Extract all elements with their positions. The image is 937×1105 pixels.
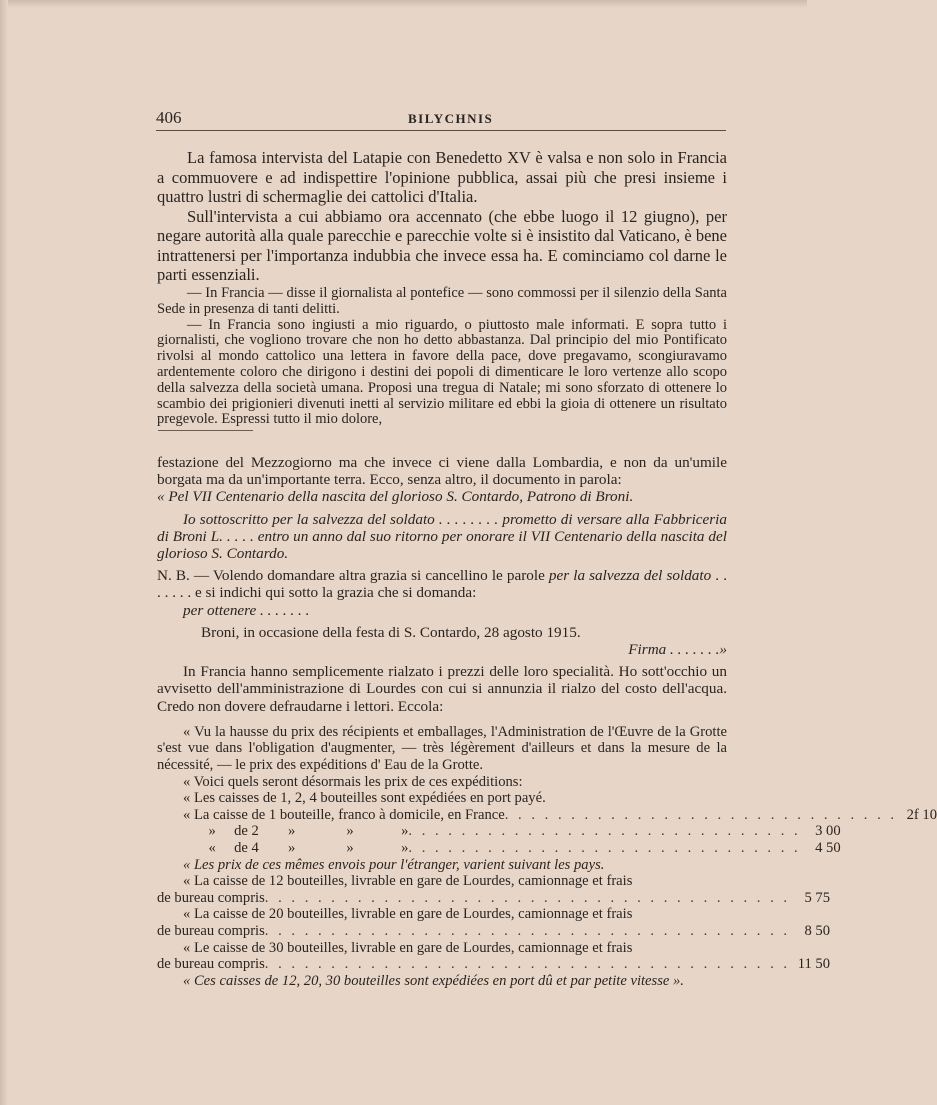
price-label: de bureau compris [157,956,265,973]
price-row [157,956,831,973]
lead-paragraph: festazione del Mezzogiorno ma che invece ci viene dalla Lombardia, e non da un'umile borgata ma da un'importante terra. Ecco, senza altro, il documento in parola: [157,454,727,489]
price-value: 4 50 [815,840,841,856]
price-label: de bureau compris [157,922,265,939]
interview-paragraph: — In Francia — disse il giornalista al pontefice — sono commossi per il silenzio della Santa Sede in presenza di tanti delitti. [157,285,727,317]
signature-line: Firma . . . . . . .» [628,641,727,659]
abroad-note: « Les prix de ces mêmes envois pour l'étranger, varient suivant les pays. [183,856,605,873]
document-title: « Pel VII Centenario della nascita del glorioso S. Contardo, Patrono di Broni. [157,488,634,506]
leader-dots: . . . . . . . . . . . . . . . . . . . . . . . . . . . . . . . . . . . . . . . . [264,922,791,939]
price-value: 3 00 [815,823,841,840]
place-date: Broni, in occasione della festa di S. Contardo, 28 agosto 1915. [201,623,581,641]
leader-dots: . . . . . . . . . . . . . . . . . . . . . . . . . . . . . . . . . . . . . . . . [264,889,791,906]
price-value: 8 50 [804,922,831,939]
header-rule [156,130,726,131]
page-header [156,108,726,134]
leader-dots: . . . . . . . . . . . . . . . . . . . . . . . . . . . . . . [504,806,898,823]
footnote-rule [158,430,253,431]
intro-section [157,148,727,285]
lower-section [157,454,937,989]
price-row [157,823,841,840]
notice-paragraph: « Voici quels seront désormais les prix de ces expéditions: [183,773,523,790]
price-row [157,889,831,907]
intro-paragraph: La famosa intervista del Latapie con Benedetto XV è valsa e non solo in Francia a commuovere e ad indispettire l'opinione pubblica, assai più che presi insieme i quattro lustri di schermaglie dei cattolici d'Italia. [157,148,727,206]
leader-dots: . . . . . . . . . . . . . . . . . . . . . . . . . . . . . . . . . . . . . . . . [264,956,791,973]
price-value: 5 75 [804,889,831,906]
page-number: 406 [156,108,182,127]
price-label: « de 4 » » » [183,840,409,856]
interview-paragraph: — In Francia sono ingiusti a mio riguardo, o piuttosto male informati. E sopra tutto i giornalisti, che vogliono trovare che non ho detto abbastanza. Dal principio del mio Pontificato rivolsi al mondo cattolico una lettera in favore della pace, dove pregavamo, scongiuravamo ardentemente coloro che dirigono i destini dei popoli di dimenticare le loro vertenze allo scopo della salvezza della società umana. Proposi una tregua di Natale; mi sono sforzato di ottenere lo scambio dei prigionieri divenuti inetti al servizio militare ed ebbi la gioia di ottenere un risultato pregevole. Espressi tutto il mio dolore, [157,316,727,428]
interview-quote [157,286,727,428]
document-body: Io sottoscritto per la salvezza del soldato . . . . . . . . prometto di versare alla Fabbriceria di Broni L. . . . . entro un anno dal suo ritorno per onorare il VII Centenario della nascita del glorioso S. Contardo. [157,510,727,563]
price-label: « La caisse de 1 bouteille, franco à domicile, en France [183,806,505,823]
price-intro: « Le caisse de 30 bouteilles, livrable en gare de Lourdes, camionnage et frais [183,939,633,956]
price-value: 11 50 [797,956,831,973]
leader-dots: . . . . . . . . . . . . . . . . . . . . . . . . . . . . . . [408,823,801,840]
price-value: 2f 10 [906,806,937,823]
price-intro: « La caisse de 20 bouteilles, livrable en gare de Lourdes, camionnage et frais [183,906,633,923]
leader-dots: . . . . . . . . . . . . . . . . . . . . . . . . . . . . . . [408,840,801,856]
nb-italic: per la salvezza del soldato [548,567,712,585]
nb-suffix: . . . . . . . e si indichi qui sotto la grazia che si domanda: [157,567,727,602]
nb-prefix: N. B. — Volendo domandare altra grazia si cancellino le parole [157,567,549,585]
running-title: BILYCHNIS [408,111,494,126]
nota-bene [157,567,727,601]
price-row [157,922,831,940]
lourdes-intro: In Francia hanno semplicemente rialzato i prezzi delle loro specialità. Ho sott'occhio un avvisetto dell'amministrazione di Lourdes con cui si annunzia il rialzo del costo dell'acqua. Credo non dovere defraudarne i lettori. Eccola: [157,663,727,715]
page-edge [0,0,807,8]
price-label: de bureau compris [157,889,265,906]
lourdes-notice [157,723,937,990]
price-row [157,806,937,824]
notice-paragraph: « Vu la hausse du prix des récipients et emballages, l'Administration de l'Œuvre de la Grotte s'est vue dans l'obligation d'augmenter, — très légèrement d'ailleurs et dans la mesure de la nécessité, — le prix des expéditions d' Eau de la Grotte. [157,723,727,774]
price-label: » de 2 » » » [183,823,409,840]
intro-paragraph: Sull'intervista a cui abbiamo ora accennato (che ebbe luogo il 12 giugno), per negare autorità alla quale parecchie e parecchie volte si è insistito dal Vaticano, è bene intrattenersi per l'importanza indubbia che invece essa ha. E cominciamo col darne le parti essenziali. [157,206,727,284]
nb-line-2: per ottenere . . . . . . . [183,601,310,619]
price-intro: « La caisse de 12 bouteilles, livrable en gare de Lourdes, camionnage et frais [183,873,633,890]
notice-paragraph: « Les caisses de 1, 2, 4 bouteilles sont expédiées en port payé. [183,790,546,807]
closing-note: « Ces caisses de 12, 20, 30 bouteilles sont expédiées en port dû et par petite vitesse ». [183,972,684,989]
price-row [157,840,841,857]
page-edge-left [0,0,8,1105]
